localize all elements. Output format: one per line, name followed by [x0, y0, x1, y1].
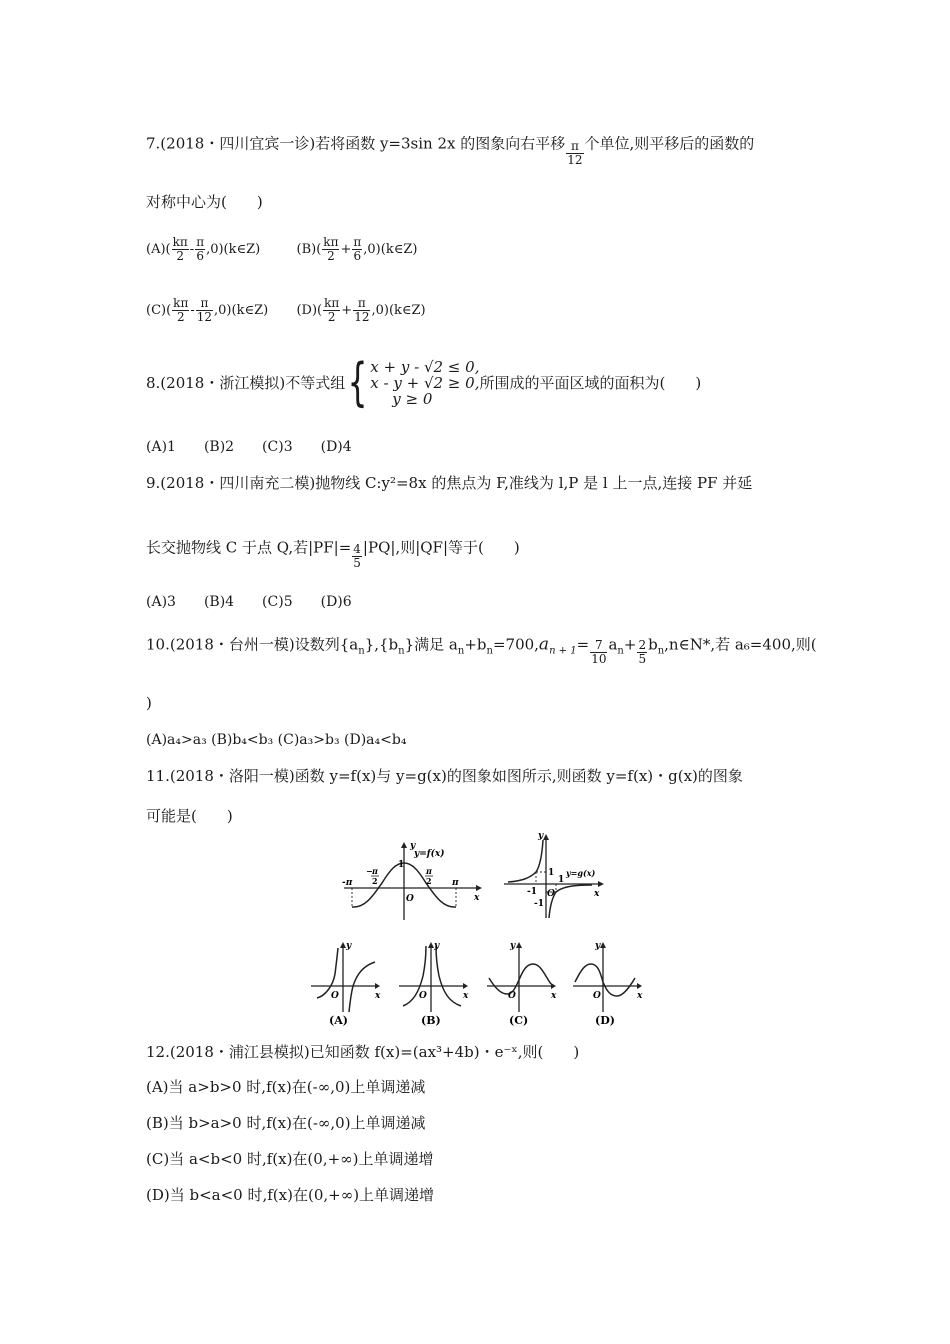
svg-text:x: x	[551, 991, 557, 1001]
q8-stem	[146, 353, 702, 413]
choice-b-right-curve	[436, 946, 461, 1006]
g-origin: O	[547, 889, 555, 899]
g-y-arrow	[543, 834, 549, 840]
q7-option-cd	[146, 297, 426, 324]
g-axis-y-label: y	[538, 831, 544, 841]
choice-c-caption: (C)	[509, 1014, 529, 1027]
q12-option-d: (D)当 b<a<0 时,f(x)在(0,+∞)上单调递增	[146, 1186, 435, 1204]
f-y-arrow	[401, 842, 407, 848]
q7-option-d: (D)( $\frac{k\pi}{2}$ + $\frac{\pi}{12}$ ,0)(k∈Z)	[296, 296, 426, 324]
choice-a-caption: (A)	[329, 1014, 348, 1027]
svg-text:x: x	[637, 991, 643, 1001]
q11-stem-line2: 可能是( )	[146, 807, 233, 825]
q8-stem-a: 8.(2018・浙江模拟)不等式组	[146, 374, 346, 392]
svg-text:y: y	[346, 941, 352, 951]
g-axis-x-label: x	[594, 889, 600, 899]
svg-text:O: O	[508, 991, 516, 1001]
g-label: y=g(x)	[566, 868, 596, 878]
g-x-arrow	[598, 881, 604, 887]
g-tick-neg-one-y: -1	[534, 899, 544, 909]
f-tick-one: 1	[398, 860, 405, 870]
q12-option-a: (A)当 a>b>0 时,f(x)在(-∞,0)上单调递减	[146, 1078, 426, 1096]
svg-text:x: x	[375, 991, 381, 1001]
q8-stem-b: 所围成的平面区域的面积为( )	[479, 374, 702, 392]
f-tick-half-pi-den: 2	[426, 876, 432, 886]
q11-stem-line1: 11.(2018・洛阳一模)函数 y=f(x)与 y=g(x)的图象如图所示,则函数 y=f(x)・g(x)的图象	[146, 767, 743, 785]
q10-stem-line1: 10.(2018・台州一模)设数列$\{a_n\},\{b_n\}$满足 $a_n+b_n=700,a_{n + 1}=$ $\frac{7}{10}$ $a_n+$ $\frac{2}{5}$ $b_n,n\in N*$,若 a₆=400,则(	[146, 634, 817, 666]
q10-stem-line2: )	[146, 694, 152, 712]
f-tick-neg-half-pi-den: 2	[372, 876, 378, 886]
choice-c-curve	[489, 964, 551, 994]
svg-text:y: y	[434, 941, 440, 951]
choice-d-curve	[575, 964, 635, 996]
q7-stem-line1	[146, 131, 755, 167]
f-axis-x-label: x	[474, 893, 480, 903]
svg-text:y: y	[510, 941, 516, 951]
q7-option-b: (B)( $\frac{k\pi}{2}$ + $\frac{\pi}{6}$ ,0)(k∈Z)	[296, 235, 418, 263]
choice-d-caption: (D)	[595, 1014, 615, 1027]
g-tick-one-x: 1	[558, 875, 565, 885]
g-curve-left	[508, 840, 543, 882]
f-origin: O	[406, 894, 414, 904]
f-tick-half-pi-num: π	[426, 866, 432, 876]
q8-options: (A)1 (B)2 (C)3 (D)4	[146, 439, 352, 455]
svg-text:O: O	[419, 991, 427, 1001]
q9-options: (A)3 (B)4 (C)5 (D)6	[146, 594, 352, 610]
q7-stem-b: 个单位,则平移后的函数的	[584, 134, 755, 153]
f-axis-y-label: y	[410, 841, 416, 851]
q12-option-b: (B)当 b>a>0 时,f(x)在(-∞,0)上单调递减	[146, 1114, 426, 1132]
choice-a-right-curve	[349, 962, 375, 1012]
q12-option-c: (C)当 a<b<0 时,f(x)在(0,+∞)上单调递增	[146, 1150, 434, 1168]
q10-options: (A)a₄>a₃ (B)b₄<b₃ (C)a₃>b₃ (D)a₄<b₄	[146, 732, 407, 748]
q7-stem-line2: 对称中心为( )	[146, 193, 263, 211]
choice-b-caption: (B)	[421, 1014, 441, 1027]
svg-text:O: O	[331, 991, 339, 1001]
q8-inequality-system: x + y - √2 ≤ 0, x - y + √2 ≥ 0, y ≥ 0	[370, 358, 480, 408]
q12-stem: 12.(2018・浦江县模拟)已知函数 f(x)=(ax³+4b)・e⁻ˣ,则( )	[146, 1043, 580, 1061]
graph-f	[338, 836, 488, 924]
answer-graphs	[305, 936, 655, 1028]
svg-text:x: x	[463, 991, 469, 1001]
f-tick-neg-half-pi-num: π	[372, 866, 378, 876]
f-tick-neg-pi: -π	[342, 878, 353, 888]
q9-stem-line1: 9.(2018・四川南充二模)抛物线 C:y²=8x 的焦点为 F,准线为 l,P 是 l 上一点,连接 PF 并延	[146, 474, 753, 492]
f-x-arrow	[476, 885, 482, 891]
g-tick-one-y: 1	[548, 868, 555, 878]
q7-stem-a: 7.(2018・四川宜宾一诊)若将函数 y=3sin 2x 的图象向右平移	[146, 134, 566, 153]
g-curve-right	[549, 885, 592, 918]
q7-shift-fraction: $\frac{\pi}{12}$	[567, 139, 583, 167]
q9-stem-line2: 长交抛物线 C 于点 Q,若|PF|= $\frac{4}{5}$ |PQ|,则|QF|等于( )	[146, 538, 520, 570]
g-tick-neg-one-x: -1	[527, 887, 537, 897]
f-tick-pi: π	[452, 878, 459, 888]
svg-text:−: −	[366, 866, 373, 876]
q7-option-c: (C)( $\frac{k\pi}{2}$ - $\frac{\pi}{12}$ ,0)(k∈Z)	[146, 296, 269, 324]
svg-text:O: O	[593, 991, 601, 1001]
q8-brace: {	[347, 353, 368, 413]
f-label: y=f(x)	[414, 849, 445, 859]
graph-g	[500, 826, 615, 922]
q7-option-ab	[146, 236, 417, 263]
q9-fraction: $\frac{4}{5}$	[353, 542, 361, 570]
q7-option-a: (A)( $\frac{k\pi}{2}$ - $\frac{\pi}{6}$ ,0)(k∈Z)	[146, 235, 261, 263]
svg-text:y: y	[595, 941, 601, 951]
